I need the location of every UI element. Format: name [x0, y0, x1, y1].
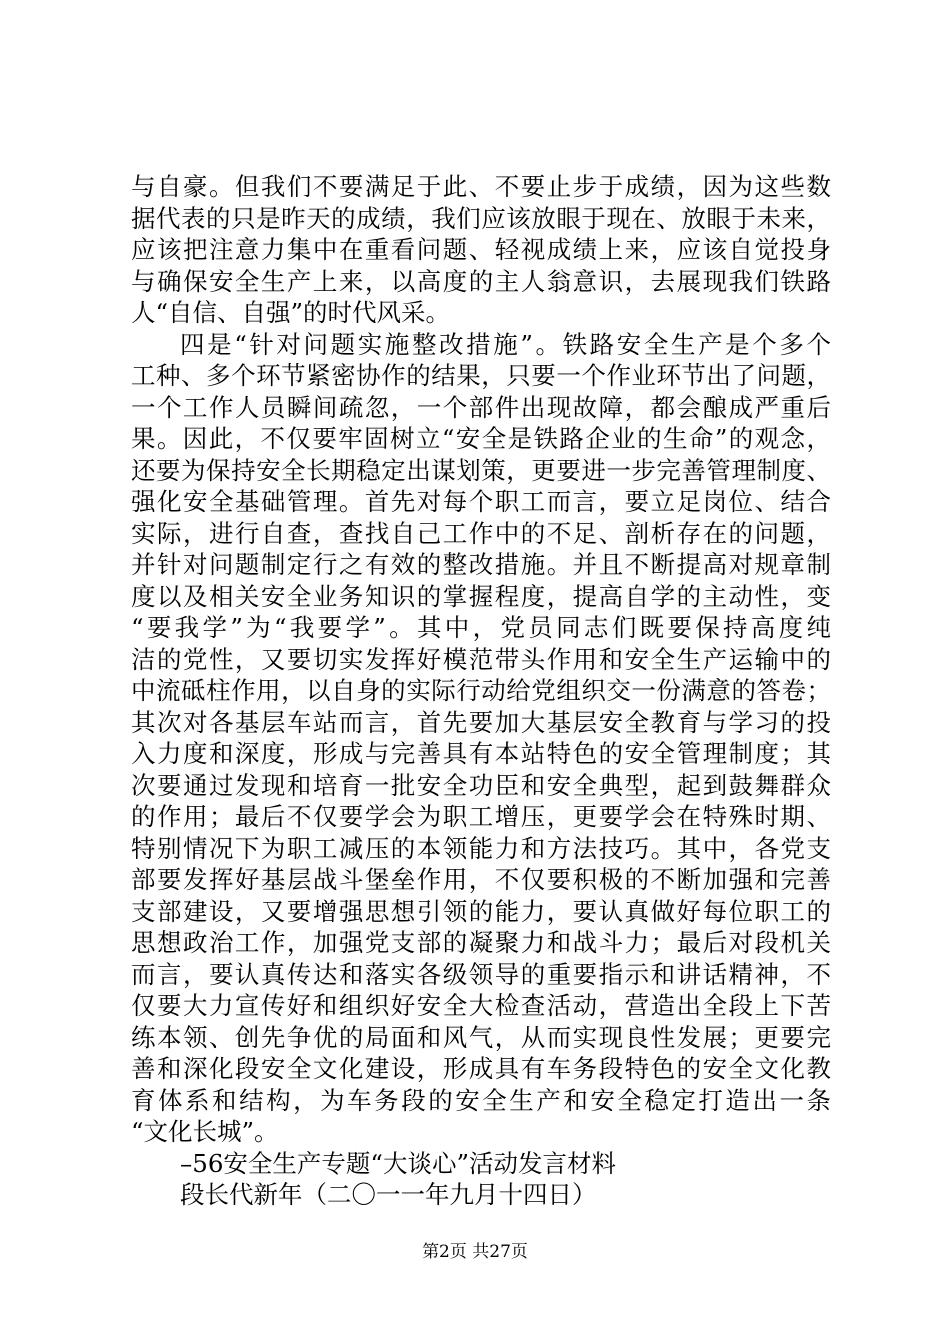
page-number-label: 第2页 共27页: [422, 1242, 528, 1262]
text-line: 思想政治工作，加强党支部的凝聚力和战斗力；最后对段机关: [131, 928, 831, 957]
text-line: 次要通过发现和培育一批安全功臣和安全典型，起到鼓舞群众: [131, 770, 831, 800]
text-line: 部要发挥好基层战斗堡垒作用，不仅要积极的不断加强和完善: [131, 865, 831, 894]
page-footer: [0, 1240, 950, 1264]
paragraph-start-line: 四是“针对问题实施整改措施”。铁路安全生产是个多个: [180, 329, 831, 359]
text-line: 洁的党性，又要切实发挥好模范带头作用和安全生产运输中的: [131, 644, 831, 674]
text-line: 与自豪。但我们不要满足于此、不要止步于成绩，因为这些数: [131, 172, 831, 201]
document-title-line: –56安全生产专题“大谈心”活动发言材料: [180, 1148, 616, 1178]
author-date-line: 段长代新年（二〇一一年九月十四日）: [180, 1180, 597, 1209]
text-line: 而言，要认真传达和落实各级领导的重要指示和讲话精神，不: [131, 959, 831, 989]
text-line: 还要为保持安全长期稳定出谋划策，更要进一步完善管理制度、: [131, 455, 831, 485]
text-line: 强化安全基础管理。首先对每个职工而言，要立足岗位、结合: [131, 487, 831, 516]
text-line: 练本领、创先争优的局面和风气，从而实现良性发展；更要完: [131, 1022, 831, 1052]
text-line: 据代表的只是昨天的成绩，我们应该放眼于现在、放眼于未来，: [131, 203, 831, 233]
text-line: 果。因此，不仅要牢固树立“安全是铁路企业的生命”的观念，: [131, 424, 831, 453]
text-line: 的作用；最后不仅要学会为职工增压，更要学会在特殊时期、: [131, 802, 831, 831]
text-line: 育体系和结构，为车务段的安全生产和安全稳定打造出一条: [131, 1085, 831, 1115]
text-line: 一个工作人员瞬间疏忽，一个部件出现故障，都会酿成严重后: [131, 392, 831, 422]
text-line: 仅要大力宣传好和组织好安全大检查活动，营造出全段上下苦: [131, 991, 831, 1020]
text-line: “要我学”为“我要学”。其中，党员同志们既要保持高度纯: [131, 613, 831, 642]
text-line: 人“自信、自强”的时代风采。: [131, 298, 451, 327]
text-line: 与确保安全生产上来，以高度的主人翁意识，去展现我们铁路: [131, 266, 831, 296]
text-line: 度以及相关安全业务知识的掌握程度，提高自学的主动性，变: [131, 581, 831, 611]
text-line: 并针对问题制定行之有效的整改措施。并且不断提高对规章制: [131, 550, 831, 579]
text-line: 支部建设，又要增强思想引领的能力，要认真做好每位职工的: [131, 896, 831, 926]
text-line: 应该把注意力集中在重看问题、轻视成绩上来，应该自觉投身: [131, 235, 831, 264]
text-line: 中流砥柱作用，以自身的实际行动给党组织交一份满意的答卷；: [131, 676, 831, 705]
text-line: 特别情况下为职工减压的本领能力和方法技巧。其中，各党支: [131, 833, 831, 863]
text-line: 善和深化段安全文化建设，形成具有车务段特色的安全文化教: [131, 1054, 831, 1083]
body-text: [131, 171, 831, 1211]
text-line: 其次对各基层车站而言，首先要加大基层安全教育与学习的投: [131, 707, 831, 737]
text-line: 实际，进行自查，查找自己工作中的不足、剖析存在的问题，: [131, 518, 831, 548]
text-line: 工种、多个环节紧密协作的结果，只要一个作业环节出了问题，: [131, 361, 831, 390]
text-line: “文化长城”。: [131, 1117, 279, 1146]
text-line: 入力度和深度，形成与完善具有本站特色的安全管理制度；其: [131, 739, 831, 768]
